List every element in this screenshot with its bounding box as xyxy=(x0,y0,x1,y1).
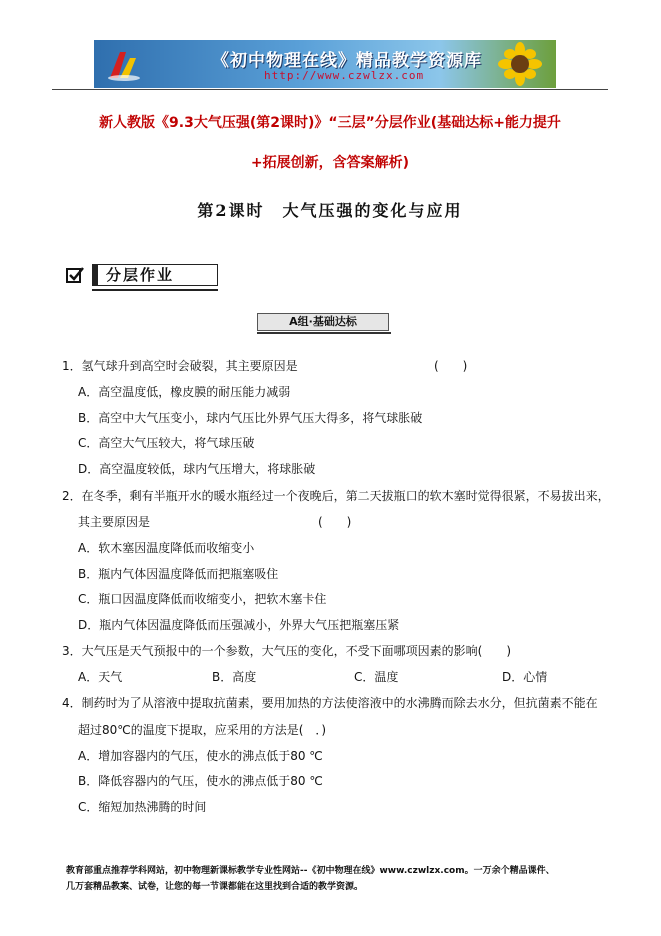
question-4-option-b: B．降低容器内的气压，使水的沸点低于80 ℃ xyxy=(78,774,323,788)
group-label: A组·基础达标 xyxy=(257,313,389,331)
banner-url: http://www.czwlzx.com xyxy=(264,69,425,82)
question-2-stem-line2: 其主要原因是 xyxy=(78,515,151,529)
question-1-option-c: C．高空大气压较大，将气球压破 xyxy=(78,436,255,450)
checkbox-icon xyxy=(66,266,84,284)
question-2-option-b: B．瓶内气体因温度降低而把瓶塞吸住 xyxy=(78,567,279,581)
question-4-stem: 4．制药时为了从溶液中提取抗菌素，要用加热的方法使溶液中的水沸腾而除去水分，但抗菌素不能在 xyxy=(62,696,598,710)
question-1-option-d: D．高空温度较低，球内气压增大，将球胀破 xyxy=(78,462,316,476)
question-3-option-c: C．温度 xyxy=(354,670,399,684)
question-3-stem: 3．大气压是天气预报中的一个参数，大气压的变化，不受下面哪项因素的影响( ) xyxy=(62,644,512,658)
document-title-line2: +拓展创新，含答案解析) xyxy=(250,155,410,171)
document-title-line1: 新人教版《9.3大气压强(第2课时)》“三层”分层作业(基础达标+能力提升 xyxy=(99,115,561,131)
header-rule xyxy=(52,89,608,90)
question-1-option-b: B．高空中大气压变小，球内气压比外界气压大得多，将气球胀破 xyxy=(78,411,423,425)
section-heading: 分层作业 xyxy=(92,264,218,286)
group-underline xyxy=(257,332,391,334)
question-4-option-c: C．缩短加热沸腾的时间 xyxy=(78,800,207,814)
question-3-option-b: B．高度 xyxy=(212,670,257,684)
question-1-answer-blank: ( ) xyxy=(434,359,468,373)
sunflower-icon xyxy=(490,42,550,86)
question-3-option-a: A．天气 xyxy=(78,670,123,684)
question-2-stem: 2．在冬季，剩有半瓶开水的暖水瓶经过一个夜晚后，第二天拔瓶口的软木塞时觉得很紧，不易拔出来， xyxy=(62,489,610,503)
question-2-option-d: D．瓶内气体因温度降低而压强减小，外界大气压把瓶塞压紧 xyxy=(78,618,400,632)
question-3-option-d: D．心情 xyxy=(502,670,548,684)
question-4-option-a: A．增加容器内的气压，使水的沸点低于80 ℃ xyxy=(78,749,323,763)
question-2-option-c: C．瓶口因温度降低而收缩变小，把软木塞卡住 xyxy=(78,592,327,606)
question-2-option-a: A．软木塞因温度降低而收缩变小 xyxy=(78,541,255,555)
question-1-stem: 1．氢气球升到高空时会破裂，其主要原因是 xyxy=(62,359,298,373)
footer-line2: 几万套精品教案、试卷，让您的每一节课都能在这里找到合适的教学资源。 xyxy=(66,882,364,892)
section-underline xyxy=(92,289,218,291)
question-2-answer-blank: ( ) xyxy=(318,515,352,529)
lesson-title: 第2课时 大气压强的变化与应用 xyxy=(197,201,463,220)
question-4-stem-line2: 超过80℃的温度下提取，应采用的方法是( ．) xyxy=(78,723,327,737)
banner-title: 《初中物理在线》精品教学资源库 xyxy=(212,51,482,71)
site-logo-icon xyxy=(104,44,144,84)
footer-line1: 教育部重点推荐学科网站，初中物理新课标教学专业性网站--《初中物理在线》www.czwlzx.com。一万余个精品课件、 xyxy=(66,866,555,876)
question-1-option-a: A．高空温度低，橡皮膜的耐压能力减弱 xyxy=(78,385,291,399)
header-banner xyxy=(94,40,556,88)
